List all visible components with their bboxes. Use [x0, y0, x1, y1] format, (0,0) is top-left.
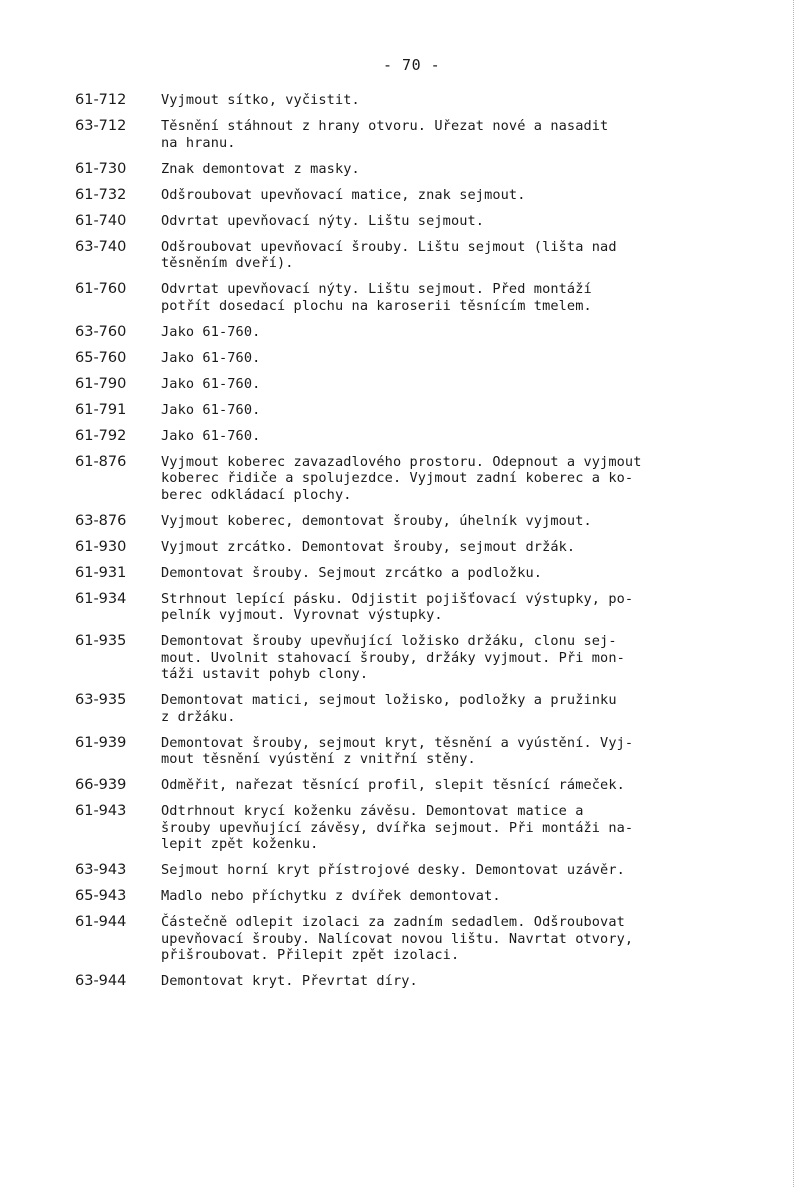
entry-code: 65-760	[75, 349, 127, 366]
entry-61-934	[75, 591, 790, 624]
entry-text: Jako 61-760.	[161, 349, 261, 366]
entry-code: 63-935	[75, 692, 127, 708]
entry-text: Jako 61-760.	[161, 401, 261, 418]
entry-65-760	[75, 350, 790, 367]
entry-63-740	[75, 239, 790, 272]
entry-61-791	[75, 402, 790, 419]
entry-code: 63-944	[75, 973, 127, 989]
entry-code: 65-943	[75, 888, 127, 904]
entry-61-939	[75, 735, 790, 768]
entry-code: 63-876	[75, 512, 127, 529]
entry-text: Jako 61-760.	[161, 427, 261, 444]
entry-61-930	[75, 539, 790, 556]
entry-text: Demontovat šrouby, sejmout kryt, těsnění a vyústění. Vyj- mout těsnění vyústění z vnitřní stěny.	[161, 734, 634, 767]
entry-text: Demontovat šrouby. Sejmout zrcátko a podložku.	[161, 564, 543, 581]
entry-61-935	[75, 633, 790, 683]
entry-text: Částečně odlepit izolaci za zadním sedadlem. Odšroubovat upevňovací šrouby. Nalícovat novou lištu. Navrtat otvory, přišroubovat. Přilepit zpět izolaci.	[161, 914, 634, 963]
entry-text: Demontovat šrouby upevňující ložisko držáku, clonu sej- mout. Uvolnit stahovací šrouby, držáky vyjmout. Při mon- táži ustavit pohyb clony.	[161, 633, 625, 682]
entry-61-790	[75, 376, 790, 393]
entry-61-732	[75, 187, 790, 204]
entry-text: Odměřit, nařezat těsnící profil, slepit těsnící rámeček.	[161, 777, 625, 793]
entry-61-931	[75, 565, 790, 582]
entry-code: 61-943	[75, 803, 127, 819]
entry-code: 61-930	[75, 538, 127, 555]
entry-text: Sejmout horní kryt přístrojové desky. Demontovat uzávěr.	[161, 862, 625, 878]
entry-code: 63-740	[75, 238, 127, 255]
entry-63-935	[75, 692, 790, 725]
entry-text: Odšroubovat upevňovací šrouby. Lištu sejmout (lišta nad těsněním dveří).	[161, 238, 617, 271]
entry-63-876	[75, 513, 790, 530]
entry-code: 61-792	[75, 427, 127, 444]
entry-code: 61-934	[75, 590, 127, 607]
entry-61-943	[75, 803, 790, 853]
entry-61-792	[75, 428, 790, 445]
entry-text: Odvrtat upevňovací nýty. Lištu sejmout. Před montáží potřít dosedací plochu na karoserii těsnícím tmelem.	[161, 281, 592, 314]
entry-65-943	[75, 888, 790, 905]
entry-61-730	[75, 161, 790, 178]
entry-63-944	[75, 973, 790, 990]
entry-text: Demontovat matici, sejmout ložisko, podložky a pružinku z držáku.	[161, 692, 617, 725]
entry-code: 61-740	[75, 212, 127, 229]
entry-text: Vyjmout sítko, vyčistit.	[161, 92, 360, 108]
entry-code: 61-935	[75, 633, 127, 649]
entry-code: 61-931	[75, 564, 127, 581]
entry-text: Odšroubovat upevňovací matice, znak sejmout.	[161, 186, 526, 203]
entry-code: 61-876	[75, 453, 127, 470]
page-edge-dotted-line	[793, 0, 794, 1187]
entry-text: Jako 61-760.	[161, 323, 261, 340]
entry-text: Těsnění stáhnout z hrany otvoru. Uřezat nové a nasadit na hranu.	[161, 118, 609, 151]
entry-text: Odtrhnout krycí koženku závěsu. Demontovat matice a šrouby upevňující závěsy, dvířka sejmout. Při montáži na- lepit zpět koženku.	[161, 803, 634, 852]
entry-code: 61-939	[75, 734, 127, 751]
entry-code: 63-760	[75, 323, 127, 340]
entry-text: Vyjmout koberec, demontovat šrouby, úhelník vyjmout.	[161, 512, 592, 529]
entry-text: Jako 61-760.	[161, 375, 261, 392]
entry-text: Vyjmout zrcátko. Demontovat šrouby, sejmout držák.	[161, 538, 576, 555]
entry-code: 61-944	[75, 914, 127, 930]
entry-text: Znak demontovat z masky.	[161, 160, 360, 177]
entry-code: 61-791	[75, 401, 127, 418]
entry-63-760	[75, 324, 790, 341]
entry-code: 61-760	[75, 281, 127, 297]
entry-66-939	[75, 777, 790, 794]
entry-code: 63-712	[75, 118, 127, 134]
entry-text: Madlo nebo příchytku z dvířek demontovat.	[161, 888, 501, 904]
entry-code: 63-943	[75, 862, 127, 878]
entry-code: 61-732	[75, 186, 127, 203]
entries-list	[75, 92, 790, 990]
entry-text: Odvrtat upevňovací nýty. Lištu sejmout.	[161, 212, 485, 229]
entry-63-943	[75, 862, 790, 879]
entry-code: 61-730	[75, 160, 127, 177]
entry-61-876	[75, 454, 790, 504]
entry-code: 61-790	[75, 375, 127, 392]
entry-code: 61-712	[75, 92, 127, 108]
entry-61-760	[75, 281, 790, 314]
entry-text: Demontovat kryt. Převrtat díry.	[161, 973, 418, 989]
entry-61-944	[75, 914, 790, 964]
entry-61-740	[75, 213, 790, 230]
entry-text: Vyjmout koberec zavazadlového prostoru. Odepnout a vyjmout koberec řidiče a spolujezdce. Vyjmout zadní koberec a ko- berec odkládací plochy.	[161, 453, 642, 503]
entry-text: Strhnout lepící pásku. Odjistit pojišťovací výstupky, po- pelník vyjmout. Vyrovnat výstupky.	[161, 590, 634, 623]
entry-63-712	[75, 118, 790, 151]
entry-code: 66-939	[75, 777, 127, 793]
page-number: - 70 -	[383, 56, 441, 74]
entry-61-712	[75, 92, 790, 109]
